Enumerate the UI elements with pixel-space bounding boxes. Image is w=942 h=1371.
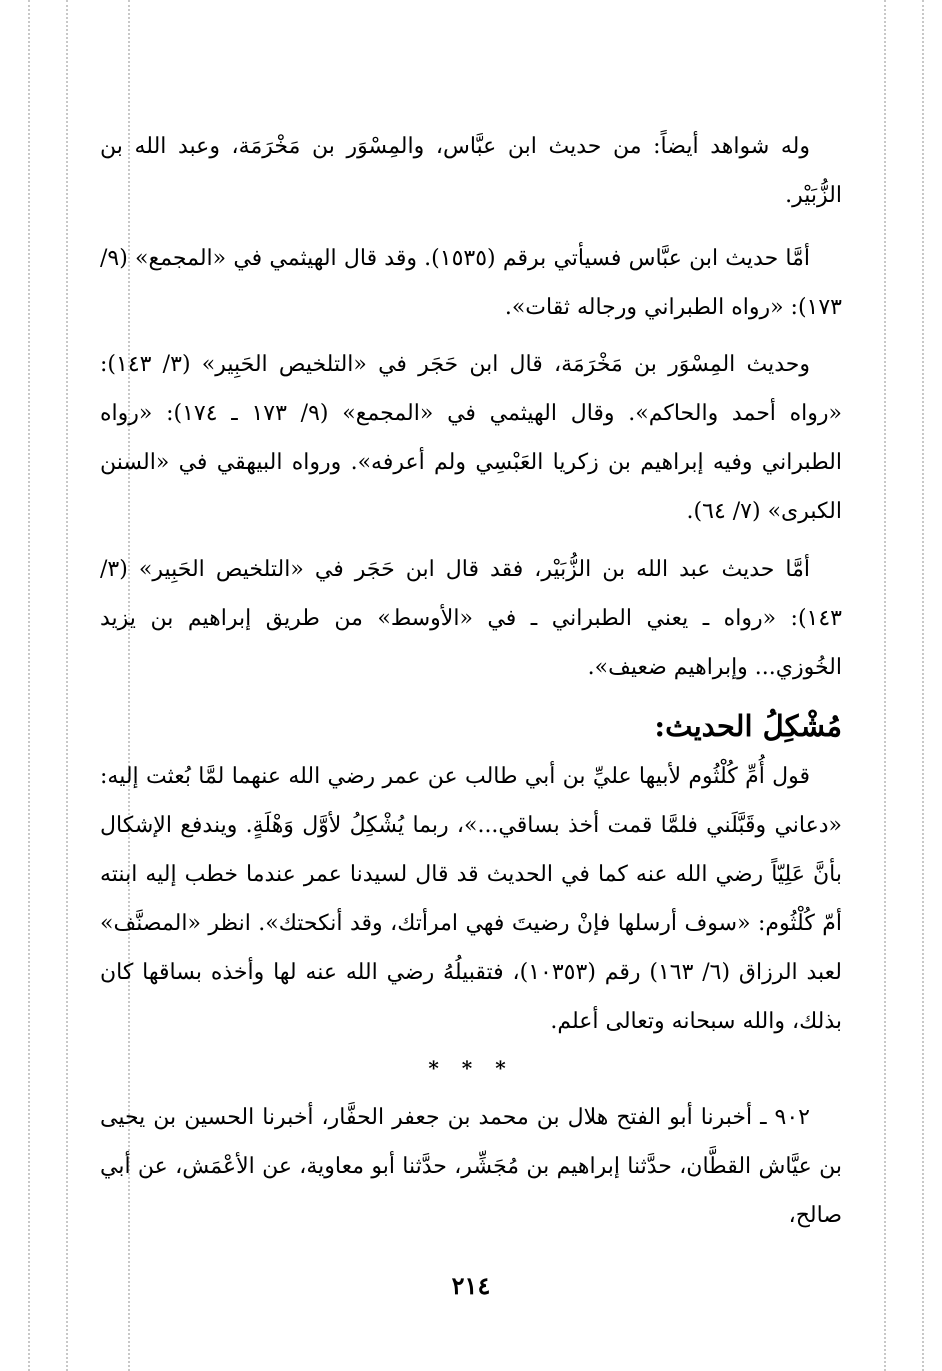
paragraph-text: وحديث المِسْوَر بن مَخْرَمَة، قال ابن حَجَر في «التلخيص الحَبِير» (٣/ ١٤٣): «رواه أحمد والحاكم». وقال الهيثمي في «المجمع» (٩/ ١٧٣ ـ ١٧٤): «رواه الطبراني وفيه إبراهيم بن زكريا العَبْسِي ولم أعرفه». ورواه البيهقي في «السنن الكبرى» (٧/ ٦٤). [100, 352, 842, 524]
section-separator: * * * [428, 1056, 514, 1080]
paragraph-text: أمَّا حديث عبد الله بن الزُّبَيْر، فقد قال ابن حَجَر في «التلخيص الحَبِير» (٣/ ١٤٣): «رواه ـ يعني الطبراني ـ في «الأوسط» من طريق إبراهيم بن يزيد الخُوزي... وإبراهيم ضعيف». [100, 557, 842, 680]
paragraph-text: قول أُمِّ كُلْثُوم لأبيها عليِّ بن أبي طالب عن عمر رضي الله عنهما لمَّا بُعثت إليه: «دعاني وقَبَّلَني فلمَّا قمت أخذ بساقي...»، ربما يُشْكِلُ لأوَّل وَهْلَةٍ. ويندفع الإشكال بأنَّ عَلِيّاً رضي الله عنه كما في الحديث قد قال لسيدنا عمر عندما خطب إليه ابنته أمّ كُلْثُوم: «سوف أرسلها فإنْ رضيتَ فهي امرأتك، وقد أنكحتك». انظر «المصنَّف» لعبد الرزاق (٦/ ١٦٣) رقم (١٠٣٥٣)، فتقبيلُهُ رضي الله عنه لها وأخذه بساقها كان بذلك، والله سبحانه وتعالى أعلم. [100, 764, 842, 1034]
scan-edge-dots [922, 0, 924, 1371]
paragraph-ibn-zubayr [100, 545, 842, 692]
scan-edge-dots [28, 0, 30, 1371]
page-number: ٢١٤ [451, 1271, 491, 1300]
paragraph-text: ٩٠٢ ـ أخبرنا أبو الفتح هلال بن محمد بن جعفر الحفَّار، أخبرنا الحسين بن يحيى بن عيَّاش القطَّان، حدَّثنا إبراهيم بن مُجَشِّر، حدَّثنا أبو معاوية، عن الأعْمَش، عن أبي صالح، [100, 1105, 842, 1228]
section-heading: مُشْكِلُ الحديث: [654, 709, 842, 743]
paragraph-text: وله شواهد أيضاً: من حديث ابن عبَّاس، والمِسْوَر بن مَخْرَمَة، وعبد الله بن الزُّبَيْر. [100, 134, 842, 208]
scan-edge-dots [66, 0, 68, 1371]
scan-edge-dots [884, 0, 886, 1371]
paragraph-ibn-abbas [100, 234, 842, 332]
paragraph-hadith-902 [100, 1093, 842, 1240]
paragraph-miswar [100, 340, 842, 536]
paragraph-mushkil [100, 752, 842, 1046]
paragraph-text: أمَّا حديث ابن عبَّاس فسيأتي برقم (١٥٣٥). وقد قال الهيثمي في «المجمع» (٩/ ١٧٣): «رواه الطبراني ورجاله ثقات». [100, 246, 842, 320]
paragraph-witnesses [100, 122, 842, 220]
